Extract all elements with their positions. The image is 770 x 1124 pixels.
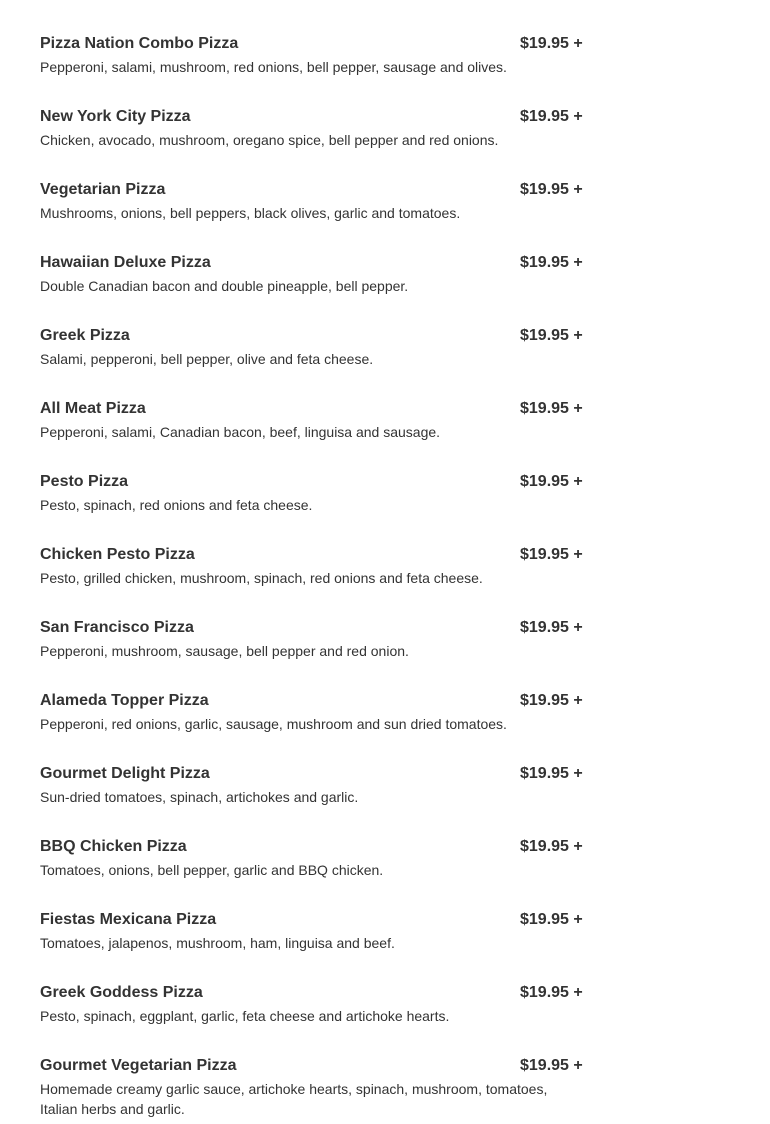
item-price: $19.95 + [520,400,583,417]
item-description: Tomatoes, onions, bell pepper, garlic and BBQ chicken. [40,862,384,878]
item-description: Mushrooms, onions, bell peppers, black olives, garlic and tomatoes. [40,205,461,221]
item-price: $19.95 + [520,1057,583,1074]
item-description: Tomatoes, jalapenos, mushroom, ham, linguisa and beef. [40,935,395,951]
item-description: Chicken, avocado, mushroom, oregano spice, bell pepper and red onions. [40,132,499,148]
item-name: Fiestas Mexicana Pizza [40,911,217,928]
item-price: $19.95 + [520,181,583,198]
item-price: $19.95 + [520,911,583,928]
item-name: Gourmet Vegetarian Pizza [40,1057,237,1074]
item-name: Greek Pizza [40,327,130,344]
item-price: $19.95 + [520,765,583,782]
item-price: $19.95 + [520,619,583,636]
item-description: Pepperoni, salami, mushroom, red onions, bell pepper, sausage and olives. [40,59,507,75]
item-name: All Meat Pizza [40,400,146,417]
item-name: Gourmet Delight Pizza [40,765,210,782]
item-price: $19.95 + [520,35,583,52]
item-price: $19.95 + [520,692,583,709]
item-name: BBQ Chicken Pizza [40,838,187,855]
item-name: Hawaiian Deluxe Pizza [40,254,211,271]
item-price: $19.95 + [520,473,583,490]
item-description: Pesto, spinach, red onions and feta cheese. [40,497,313,513]
item-description: Sun-dried tomatoes, spinach, artichokes and garlic. [40,789,359,805]
item-description: Pepperoni, mushroom, sausage, bell pepper and red onion. [40,643,409,659]
item-name: San Francisco Pizza [40,619,194,636]
item-name: Pesto Pizza [40,473,129,490]
item-description: Homemade creamy garlic sauce, artichoke hearts, spinach, mushroom, tomatoes, Italian herbs and garlic. [40,1081,548,1117]
item-price: $19.95 + [520,108,583,125]
item-description: Pesto, spinach, eggplant, garlic, feta cheese and artichoke hearts. [40,1008,450,1024]
item-name: Alameda Topper Pizza [40,692,209,709]
item-description: Pepperoni, salami, Canadian bacon, beef, linguisa and sausage. [40,424,441,440]
item-price: $19.95 + [520,984,583,1001]
item-price: $19.95 + [520,254,583,271]
item-name: Chicken Pesto Pizza [40,546,195,563]
item-name: New York City Pizza [40,108,191,125]
item-price: $19.95 + [520,327,583,344]
item-description: Pepperoni, red onions, garlic, sausage, mushroom and sun dried tomatoes. [40,716,507,732]
item-name: Vegetarian Pizza [40,181,166,198]
item-description: Pesto, grilled chicken, mushroom, spinach, red onions and feta cheese. [40,570,483,586]
item-price: $19.95 + [520,838,583,855]
item-name: Pizza Nation Combo Pizza [40,35,239,52]
item-description: Double Canadian bacon and double pineapple, bell pepper. [40,278,409,294]
item-price: $19.95 + [520,546,583,563]
item-name: Greek Goddess Pizza [40,984,203,1001]
item-description: Salami, pepperoni, bell pepper, olive and feta cheese. [40,351,374,367]
